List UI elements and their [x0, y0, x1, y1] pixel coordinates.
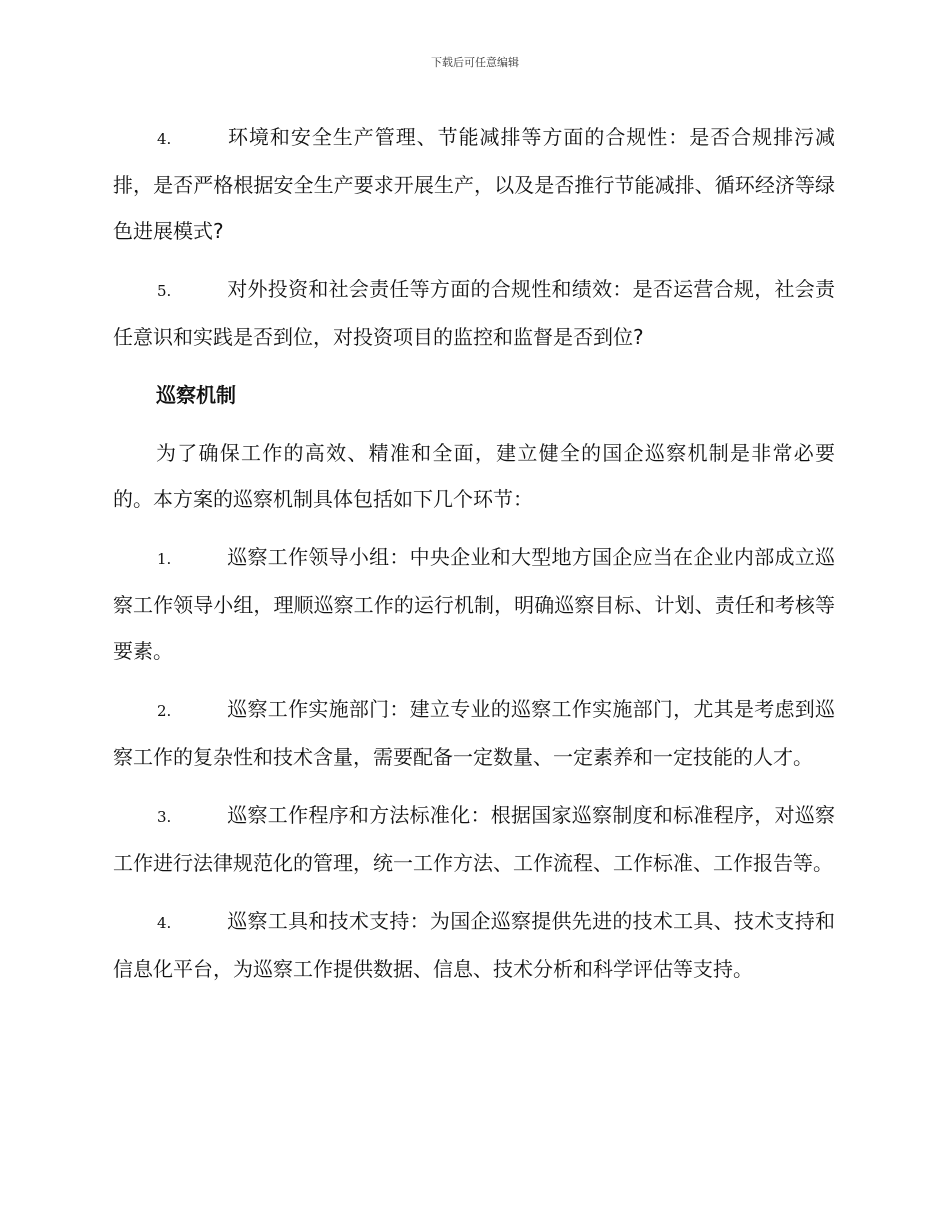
page-header: 下载后可任意编辑 [431, 56, 519, 69]
list-item-number: 4. [157, 130, 172, 148]
list-item-text: 环境和安全生产管理、节能减排等方面的合规性：是否合规排污减排，是否严格根据安全生产要求开展生产，以及是否推行节能减排、循环经济等绿色进展模式? [113, 125, 835, 243]
list-item-number: 5. [157, 282, 172, 300]
list-item-text: 巡察工作领导小组：中央企业和大型地方国企应当在企业内部成立巡察工作领导小组，理顺巡察工作的运行机制，明确巡察目标、计划、责任和考核等要素。 [113, 545, 835, 663]
list-item-text: 巡察工作程序和方法标准化：根据国家巡察制度和标准程序，对巡察工作进行法律规范化的管理，统一工作方法、工作流程、工作标准、工作报告等。 [113, 803, 835, 875]
list-item [113, 114, 835, 254]
list-item [113, 686, 835, 780]
list-item-text: 巡察工具和技术支持：为国企巡察提供先进的技术工具、技术支持和信息化平台，为巡察工作提供数据、信息、技术分析和科学评估等支持。 [113, 909, 835, 981]
list-item [113, 266, 835, 360]
list-item-text: 巡察工作实施部门：建立专业的巡察工作实施部门，尤其是考虑到巡察工作的复杂性和技术含量，需要配备一定数量、一定素养和一定技能的人才。 [113, 697, 835, 769]
list-item-text: 对外投资和社会责任等方面的合规性和绩效：是否运营合规，社会责任意识和实践是否到位，对投资项目的监控和监督是否到位? [113, 277, 835, 349]
section-intro: 为了确保工作的高效、精准和全面，建立健全的国企巡察机制是非常必要的。本方案的巡察机制具体包括如下几个环节： [113, 441, 835, 511]
list-item [113, 898, 835, 992]
section-heading: 巡察机制 [156, 383, 236, 407]
document-body [113, 114, 835, 1004]
list-item [113, 792, 835, 886]
list-item [113, 534, 835, 674]
list-item-number: 2. [157, 702, 172, 720]
list-item-number: 4. [157, 914, 172, 932]
list-item-number: 3. [157, 808, 172, 826]
list-item-number: 1. [157, 550, 172, 568]
